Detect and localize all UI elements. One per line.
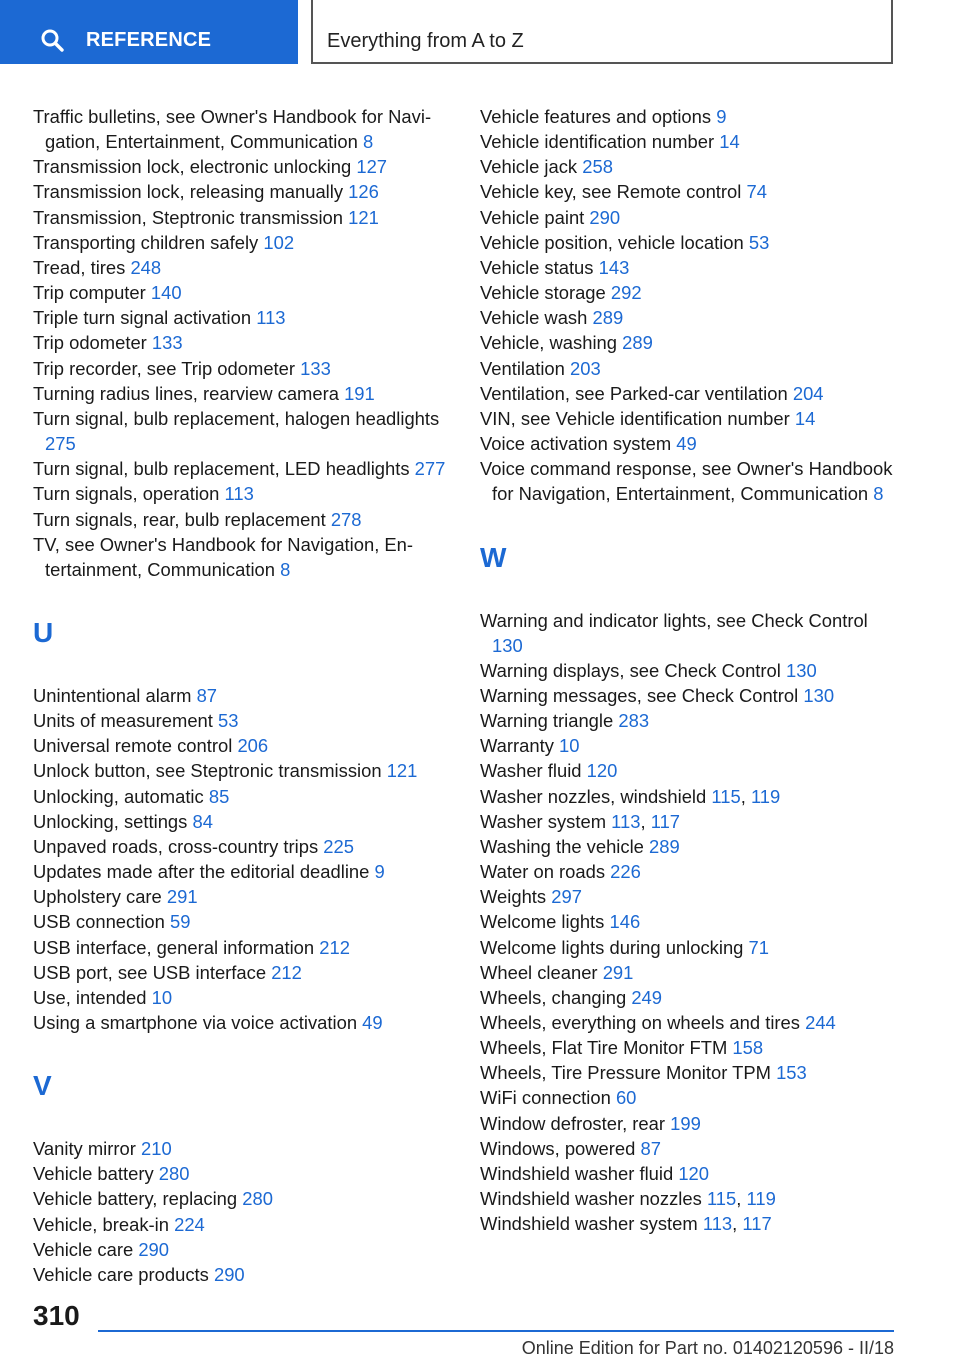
- page-reference-link[interactable]: 133: [151, 332, 183, 354]
- page-reference-link[interactable]: 8: [280, 558, 291, 580]
- index-entry-text: Vehicle wash: [480, 307, 588, 329]
- page-reference-link[interactable]: 143: [598, 256, 630, 278]
- index-entry: [480, 658, 900, 683]
- reference-tab-label: REFERENCE: [86, 29, 212, 51]
- page-reference-link[interactable]: 115: [711, 785, 741, 807]
- page-reference-link[interactable]: 117: [650, 810, 681, 832]
- index-entry-text: Warning and indicator lights, see Check Control: [480, 609, 868, 631]
- page-reference-link[interactable]: 289: [622, 332, 653, 354]
- index-entry-text: Windshield washer system: [480, 1213, 698, 1235]
- index-entry-text: Unpaved roads, cross-country trips: [33, 835, 319, 857]
- index-entry-text: Washing the vehicle: [480, 835, 644, 857]
- page-reference-link[interactable]: 120: [586, 760, 618, 782]
- index-entry: [33, 456, 453, 481]
- page-reference-link[interactable]: 113: [256, 307, 286, 329]
- page-reference-link[interactable]: 119: [746, 1188, 776, 1210]
- index-entry: [480, 129, 900, 154]
- page-reference-link[interactable]: 225: [323, 835, 354, 857]
- index-entry: [480, 305, 900, 330]
- index-entry-text: USB interface, general information: [33, 936, 315, 958]
- index-entry-text: Transporting children safely: [33, 231, 259, 253]
- index-entry: [480, 255, 900, 280]
- page-header: [0, 0, 960, 66]
- chapter-tab[interactable]: [311, 0, 893, 64]
- index-entry-text: Window defroster, rear: [480, 1112, 666, 1134]
- index-entry-text: Ventilation, see Parked-car ventilation: [480, 382, 788, 404]
- index-entry: [480, 859, 900, 884]
- index-entry: [33, 909, 453, 934]
- index-entry-text: TV, see Owner's Handbook for Navigation, Entertainment, Communication: [33, 533, 414, 580]
- page-reference-link[interactable]: 212: [319, 936, 350, 958]
- index-entry: [33, 179, 453, 204]
- index-entry-text: Wheels, Tire Pressure Monitor TPM: [480, 1062, 771, 1084]
- index-entry: [480, 230, 900, 255]
- index-entry-text: Vehicle position, vehicle location: [480, 231, 744, 253]
- index-entry-text: Vehicle status: [480, 256, 594, 278]
- index-entry-text: Welcome lights during unlocking: [480, 936, 744, 958]
- index-entry-text: Turn signal, bulb replacement, LED headlights: [33, 458, 410, 480]
- index-entry-text: Warning messages, see Check Control: [480, 684, 799, 706]
- index-entry: [480, 834, 900, 859]
- index-entry-text: Voice activation system: [480, 433, 672, 455]
- page-reference-link[interactable]: 8: [362, 131, 374, 153]
- index-entry-text: Units of measurement: [33, 710, 213, 732]
- page-reference-link[interactable]: 204: [792, 382, 824, 404]
- page-reference-link[interactable]: 130: [492, 634, 523, 656]
- index-entry-text: Vehicle battery: [33, 1163, 154, 1185]
- index-entry: [33, 784, 453, 809]
- index-entry-text: Unlock button, see Steptronic transmission: [33, 760, 382, 782]
- index-entry-text: Vanity mirror: [33, 1138, 136, 1160]
- index-entry: [480, 1060, 900, 1085]
- page-reference-link[interactable]: 127: [356, 156, 388, 178]
- index-entry: [480, 708, 900, 733]
- index-entry-text: Windshield washer fluid: [480, 1162, 674, 1184]
- page-reference-link[interactable]: 212: [271, 961, 302, 983]
- page-reference-link[interactable]: 248: [130, 256, 162, 278]
- index-entry: [480, 935, 900, 960]
- index-entry: [480, 985, 900, 1010]
- index-entry-text: Unlocking, settings: [33, 810, 188, 832]
- index-entry-text: Transmission lock, releasing manually: [33, 181, 344, 203]
- page-reference-link[interactable]: 49: [676, 433, 697, 455]
- page-reference-link[interactable]: 14: [794, 407, 816, 429]
- index-entry: [33, 884, 453, 909]
- index-entry: [480, 179, 900, 204]
- page-reference-link[interactable]: 291: [602, 961, 634, 983]
- index-entry: Windshield washer system 113, 117: [480, 1213, 772, 1235]
- index-entry: [33, 481, 453, 506]
- index-entry: [33, 1212, 453, 1237]
- footer-divider: [98, 1330, 894, 1332]
- index-entry-text: Washer nozzles, windshield: [480, 785, 707, 807]
- index-entry: [33, 255, 453, 280]
- page-reference-link[interactable]: 113: [611, 810, 641, 832]
- page-reference-link[interactable]: 113: [702, 1213, 733, 1235]
- page-reference-link[interactable]: 8: [873, 483, 884, 505]
- index-entry: [480, 1136, 900, 1161]
- index-entry-text: Vehicle, break-in: [33, 1213, 169, 1235]
- index-entry-text: VIN, see Vehicle identification number: [480, 407, 790, 429]
- page-number: 310: [33, 1300, 80, 1331]
- index-entry: [33, 1136, 453, 1161]
- index-entry-text: Turn signals, rear, bulb replacement: [33, 508, 326, 530]
- index-entry: Windshield washer nozzles 115, 119: [480, 1188, 776, 1210]
- index-entry-text: Vehicle battery, replacing: [33, 1188, 238, 1210]
- page-reference-link[interactable]: 121: [386, 760, 418, 782]
- page-reference-link[interactable]: 292: [610, 282, 642, 304]
- index-entry-text: Vehicle identification number: [480, 131, 715, 153]
- index-entry: [33, 280, 453, 305]
- page-reference-link[interactable]: 280: [242, 1188, 273, 1210]
- index-entry-text: Wheels, Flat Tire Monitor FTM: [480, 1037, 728, 1059]
- index-entry-text: Vehicle care products: [33, 1263, 209, 1285]
- page-reference-link[interactable]: 258: [582, 156, 613, 178]
- index-entry: [480, 909, 900, 934]
- index-entry: [33, 230, 453, 255]
- page-reference-link[interactable]: 290: [138, 1238, 169, 1260]
- index-entry: [33, 834, 453, 859]
- page-reference-link[interactable]: 53: [748, 231, 770, 253]
- index-letter-heading: W: [480, 541, 507, 573]
- index-entry-text: Trip computer: [33, 282, 146, 304]
- page-reference-link[interactable]: 115: [706, 1188, 737, 1210]
- index-entry: [33, 1161, 453, 1186]
- index-entry-text: Unintentional alarm: [33, 684, 192, 706]
- index-entry: [480, 733, 900, 758]
- index-entry: [480, 960, 900, 985]
- index-column-right: [480, 104, 900, 1236]
- index-entry: [33, 935, 453, 960]
- index-entry-text: Vehicle, washing: [480, 332, 617, 354]
- page-reference-link[interactable]: 53: [218, 710, 239, 732]
- page-reference-link[interactable]: 60: [615, 1087, 637, 1109]
- index-entry-text: Use, intended: [33, 986, 147, 1008]
- index-entry-text: Wheels, everything on wheels and tires: [480, 1012, 800, 1033]
- page-reference-link[interactable]: 199: [670, 1112, 701, 1134]
- index-entry: [33, 683, 453, 708]
- page-reference-link[interactable]: 158: [732, 1037, 764, 1059]
- page-reference-link[interactable]: 49: [362, 1012, 383, 1033]
- index-entry-text: USB connection: [33, 911, 165, 933]
- page-reference-link[interactable]: 191: [344, 382, 375, 404]
- page-reference-link[interactable]: 119: [750, 785, 781, 807]
- index-entry-text: Warranty: [480, 735, 554, 757]
- index-entry-text: Water on roads: [480, 861, 606, 883]
- index-letter-heading: V: [33, 1070, 52, 1102]
- page-reference-link[interactable]: 126: [348, 181, 379, 203]
- page-reference-link[interactable]: 133: [300, 357, 331, 379]
- index-entry-text: Turn signals, operation: [33, 483, 220, 505]
- page-reference-link[interactable]: 206: [237, 735, 269, 757]
- page-reference-link[interactable]: 153: [776, 1062, 807, 1084]
- index-column-left: [33, 104, 453, 1287]
- index-entry: [33, 330, 453, 355]
- page-reference-link[interactable]: 120: [678, 1162, 710, 1184]
- chapter-title: Everything from A to Z: [327, 30, 524, 52]
- page-reference-link[interactable]: 9: [716, 106, 727, 127]
- page-reference-link[interactable]: 290: [589, 206, 621, 228]
- index-entry: [480, 1010, 900, 1035]
- index-entry-text: Windshield washer nozzles: [480, 1188, 702, 1210]
- index-entry-text: Wheels, changing: [480, 986, 627, 1008]
- index-entry-text: Using a smartphone via voice activation: [33, 1012, 358, 1033]
- index-entry-text: Warning triangle: [480, 710, 614, 732]
- page-reference-link[interactable]: 203: [570, 357, 601, 379]
- index-entry: [33, 1010, 453, 1035]
- page-reference-link[interactable]: 9: [374, 861, 385, 883]
- index-entry: [480, 330, 900, 355]
- index-entry: [33, 406, 453, 456]
- page-reference-link[interactable]: 146: [609, 911, 641, 933]
- index-entry-text: Transmission lock, electronic unlocking: [33, 156, 352, 178]
- index-entry-text: Wheel cleaner: [480, 961, 598, 983]
- index-entry-text: Trip odometer: [33, 332, 147, 354]
- index-entry: [33, 154, 453, 179]
- page-reference-link[interactable]: 87: [196, 684, 218, 706]
- index-entry: [33, 205, 453, 230]
- index-entry: [33, 532, 453, 582]
- index-entry: [480, 381, 900, 406]
- index-entry: [33, 356, 453, 381]
- index-entry-text: Washer system: [480, 810, 607, 832]
- index-entry: [33, 733, 453, 758]
- index-entry-text: Turn signal, bulb replacement, halogen headlights: [33, 407, 440, 429]
- index-entry-text: Voice command response, see Owner's Handbook for Navigation, Entertainment, Communication: [480, 458, 893, 505]
- page-reference-link[interactable]: 113: [224, 483, 254, 505]
- index-entry-text: Traffic bulletins, see Owner's Handbook for Navigation, Entertainment, Communication: [33, 106, 432, 153]
- index-entry: [33, 1262, 453, 1287]
- index-entry-text: Windows, powered: [480, 1137, 636, 1159]
- index-entry: [33, 758, 453, 783]
- page-reference-link[interactable]: 117: [742, 1213, 772, 1235]
- page-reference-link[interactable]: 278: [330, 508, 362, 530]
- page-reference-link[interactable]: 280: [158, 1163, 190, 1185]
- index-entry-text: WiFi connection: [480, 1087, 611, 1109]
- index-entry-text: Washer fluid: [480, 760, 582, 782]
- page-reference-link[interactable]: 224: [174, 1213, 205, 1235]
- page-reference-link[interactable]: 14: [719, 131, 740, 153]
- page-reference-link[interactable]: 84: [192, 810, 213, 832]
- index-entry-text: Weights: [480, 886, 547, 908]
- page-reference-link[interactable]: 10: [559, 735, 580, 757]
- index-entry: [480, 1161, 900, 1186]
- page-footer: [0, 1290, 960, 1362]
- index-entry: [480, 683, 900, 708]
- page-reference-link[interactable]: 85: [208, 785, 230, 807]
- index-entry: [480, 205, 900, 230]
- index-entry: Washer nozzles, windshield 115, 119: [480, 785, 781, 807]
- index-entry: [33, 859, 453, 884]
- page-reference-link[interactable]: 71: [748, 936, 769, 958]
- page-reference-link[interactable]: 210: [141, 1138, 172, 1160]
- index-entry: [480, 884, 900, 909]
- page-reference-link[interactable]: 244: [805, 1012, 836, 1033]
- index-entry-text: Vehicle care: [33, 1238, 134, 1260]
- page-reference-link[interactable]: 289: [649, 835, 680, 857]
- page-reference-link[interactable]: 130: [785, 659, 817, 681]
- index-entry-text: Vehicle jack: [480, 156, 578, 178]
- page-reference-link[interactable]: 249: [631, 986, 663, 1008]
- index-entry-text: Vehicle paint: [480, 206, 585, 228]
- index-entry: [33, 985, 453, 1010]
- index-entry: [33, 809, 453, 834]
- index-entry-text: Updates made after the editorial deadline: [33, 861, 370, 883]
- page-reference-link[interactable]: 275: [45, 433, 76, 455]
- index-entry-text: Unlocking, automatic: [33, 785, 204, 807]
- index-entry: [480, 1085, 900, 1110]
- page-reference-link[interactable]: 277: [414, 458, 446, 480]
- reference-tab[interactable]: [0, 0, 298, 64]
- page-reference-link[interactable]: 226: [610, 861, 641, 883]
- index-entry: [480, 154, 900, 179]
- index-entry-text: Warning displays, see Check Control: [480, 659, 781, 681]
- page-reference-link[interactable]: 140: [150, 282, 182, 304]
- page-reference-link[interactable]: 87: [640, 1137, 661, 1159]
- edition-note: Online Edition for Part no. 01402120596 - II/18: [521, 1338, 894, 1358]
- index-entry-text: USB port, see USB interface: [33, 961, 267, 983]
- page-reference-link[interactable]: 59: [170, 911, 191, 933]
- index-entry-text: Universal remote control: [33, 735, 233, 757]
- index-entry-text: Tread, tires: [33, 256, 126, 278]
- index-entry: [480, 608, 900, 658]
- index-entry-text: Upholstery care: [33, 886, 162, 908]
- page-reference-link[interactable]: 290: [213, 1263, 245, 1285]
- page-reference-link[interactable]: 289: [592, 307, 624, 329]
- index-entry: [480, 104, 900, 129]
- index-entry: [480, 1111, 900, 1136]
- search-icon: [40, 28, 64, 52]
- index-entry: [480, 280, 900, 305]
- index-entry-text: Turning radius lines, rearview camera: [33, 382, 339, 404]
- index-entry: [480, 456, 900, 506]
- page-reference-link[interactable]: 10: [151, 986, 173, 1008]
- index-entry-text: Triple turn signal activation: [33, 307, 252, 329]
- index-entry: [33, 305, 453, 330]
- index-entry: [33, 104, 453, 154]
- page-reference-link[interactable]: 102: [263, 231, 295, 253]
- index-entry: [33, 381, 453, 406]
- index-entry: [33, 1237, 453, 1262]
- page-reference-link[interactable]: 74: [746, 181, 767, 203]
- index-entry: [480, 431, 900, 456]
- page-reference-link[interactable]: 297: [551, 886, 582, 908]
- page-reference-link[interactable]: 130: [803, 684, 835, 706]
- index-entry: [480, 758, 900, 783]
- index-entry: [33, 1186, 453, 1211]
- index-letter-heading: U: [33, 616, 54, 648]
- index-entry-text: Transmission, Steptronic transmission: [33, 206, 344, 228]
- page-reference-link[interactable]: 291: [166, 886, 198, 908]
- index-entry-text: Vehicle storage: [480, 282, 606, 304]
- index-entry: [33, 708, 453, 733]
- index-entry: [480, 356, 900, 381]
- index-entry: [33, 960, 453, 985]
- index-entry: [480, 406, 900, 431]
- index-entry-text: Welcome lights: [480, 911, 605, 933]
- index-entry-text: Vehicle features and options: [480, 106, 712, 127]
- index-entry: [480, 1035, 900, 1060]
- index-entry-text: Vehicle key, see Remote control: [480, 181, 742, 203]
- page-reference-link[interactable]: 121: [348, 206, 379, 228]
- index-entry: [33, 507, 453, 532]
- index-entry: Washer system 113, 117: [480, 810, 681, 832]
- page-reference-link[interactable]: 283: [618, 710, 650, 732]
- index-entry-text: Trip recorder, see Trip odometer: [33, 357, 296, 379]
- index-entry-text: Ventilation: [480, 357, 565, 379]
